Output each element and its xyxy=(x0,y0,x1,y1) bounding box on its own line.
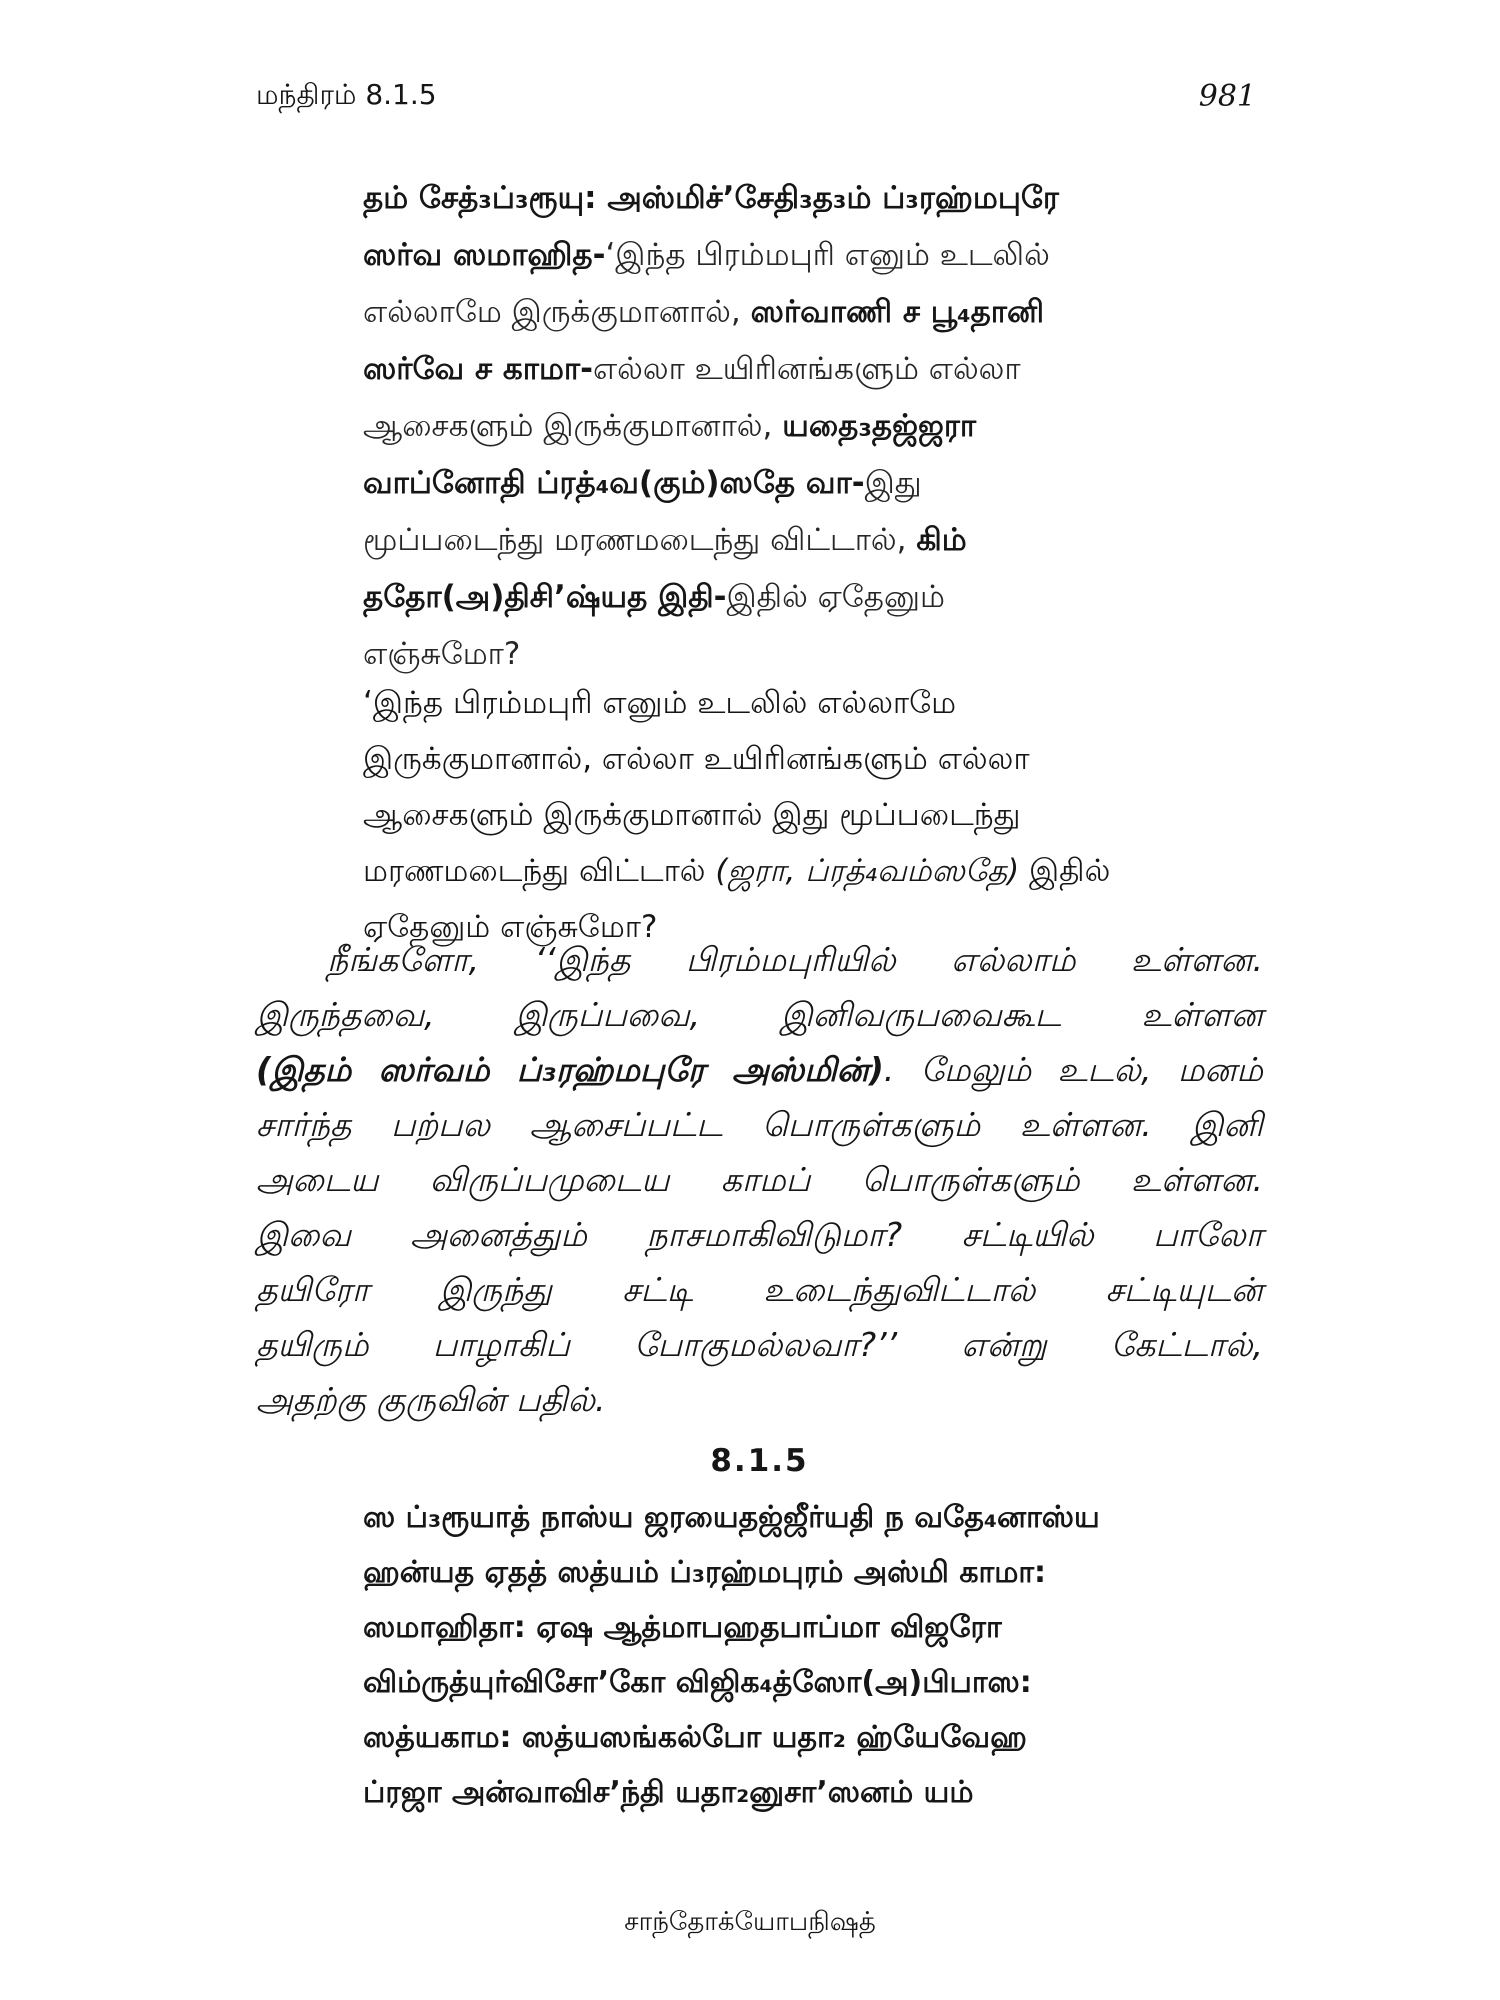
explanation-paragraph xyxy=(363,675,1243,955)
discussion-paragraph xyxy=(256,932,1263,1427)
paragraph-line xyxy=(256,1152,1263,1207)
mantra-line: ஸ ப்₃ரூயாத் நாஸ்ய ஜரயைதஜ்ஜீர்யதி ந வதே₄னாஸ்ய xyxy=(363,1500,1100,1535)
text-segment: இருக்குமானால், எல்லா உயிரினங்களும் எல்லா xyxy=(363,741,1030,777)
text-segment: . மேலும் உடல், மனம் xyxy=(883,1050,1263,1089)
text-segment: அடைய விருப்பமுடைய காமப் பொருள்களும் உள்ளன. xyxy=(256,1160,1263,1199)
chapter-reference: மந்திரம் 8.1.5 xyxy=(256,77,437,111)
verse-line xyxy=(363,227,1243,284)
sanskrit-text: ததோ(அ)திசி’ஷ்யத இதி- xyxy=(363,579,727,615)
book-title: சாந்தோக்யோபநிஷத் xyxy=(624,1907,876,1937)
sanskrit-quote: (இதம் ஸர்வம் ப்₃ரஹ்மபுரே அஸ்மின்) xyxy=(256,1050,884,1089)
mantra-verse xyxy=(363,1490,1263,1820)
text-segment: அதற்கு குருவின் பதில். xyxy=(256,1380,606,1419)
paragraph-line xyxy=(256,1097,1263,1152)
text-segment: இருந்தவை, இருப்பவை, இனிவருபவைகூட உள்ளன xyxy=(256,995,1263,1034)
sanskrit-text: தம் சேத்₃ப்₃ரூயு: அஸ்மிச்’சேதி₃த₃ம் ப்₃ரஹ்மபுரே xyxy=(363,180,1059,216)
sanskrit-text: வாப்னோதி ப்ரத்₄வ(கும்)ஸதே வா- xyxy=(363,465,865,501)
sanskrit-text: யதை₃தஜ்ஜரா xyxy=(782,408,977,444)
verse-commentary xyxy=(363,170,1243,683)
mantra-line: ஹன்யத ஏதத் ஸத்யம் ப்₃ரஹ்மபுரம் அஸ்மி காமா: xyxy=(363,1555,1047,1590)
paragraph-line xyxy=(256,1317,1263,1372)
paragraph-line xyxy=(363,843,1243,899)
text-segment: தயிரும் பாழாகிப் போகுமல்லவா?’’ என்று கேட்டால், xyxy=(256,1325,1263,1364)
paragraph-line xyxy=(363,731,1243,787)
verse-line xyxy=(363,398,1243,455)
text-segment: மரணமடைந்து விட்டால் xyxy=(363,853,716,889)
text-segment: ‘இந்த பிரம்மபுரி எனும் உடலில் எல்லாமே xyxy=(363,685,957,721)
sanskrit-text: ஸர்வாணி ச பூ₄தானி xyxy=(750,294,1045,330)
tamil-meaning: எல்லா உயிரினங்களும் எல்லா xyxy=(592,351,1021,387)
paragraph-line xyxy=(256,1372,1263,1427)
page-number: 981 xyxy=(1198,78,1256,114)
text-segment: இவை அனைத்தும் நாசமாகிவிடுமா? சட்டியில் பாலோ xyxy=(256,1215,1263,1254)
verse-line xyxy=(363,512,1243,569)
paragraph-line xyxy=(256,932,1263,987)
paragraph-line xyxy=(256,1042,1263,1097)
page-footer xyxy=(0,1902,1500,1942)
verse-line xyxy=(363,341,1243,398)
text-segment: நீங்களோ, ‘‘இந்த பிரம்மபுரியில் எல்லாம் உள்ளன. xyxy=(327,940,1263,979)
tamil-meaning: எல்லாமே இருக்குமானால், xyxy=(363,294,751,330)
verse-line xyxy=(363,170,1243,227)
text-segment: தயிரோ இருந்து சட்டி உடைந்துவிட்டால் சட்டியுடன் xyxy=(256,1270,1263,1309)
paragraph-line xyxy=(256,1207,1263,1262)
tamil-meaning: மூப்படைந்து மரணமடைந்து விட்டால், xyxy=(363,522,917,558)
paragraph-line xyxy=(256,987,1263,1042)
tamil-meaning: எஞ்சுமோ? xyxy=(363,636,521,672)
verse-line xyxy=(363,569,1243,626)
text-segment: சார்ந்த பற்பல ஆசைப்பட்ட பொருள்களும் உள்ளன. இனி xyxy=(256,1105,1263,1144)
tamil-meaning: ‘இந்த பிரம்மபுரி எனும் உடலில் xyxy=(605,237,1050,273)
page-header xyxy=(256,74,1256,118)
mantra-line: ப்ரஜா அன்வாவிச’ந்தி யதா₂னுசா’ஸனம் யம் xyxy=(363,1775,974,1810)
tamil-meaning: ஆசைகளும் இருக்குமானால், xyxy=(363,408,783,444)
tamil-meaning: இதில் ஏதேனும் xyxy=(726,579,945,615)
tamil-meaning: இது xyxy=(864,465,922,501)
sanskrit-text: கிம் xyxy=(916,522,967,558)
section-heading: 8.1.5 xyxy=(710,1443,809,1479)
text-segment: ஏதேனும் எஞ்சுமோ? xyxy=(363,909,658,945)
mantra-line: விம்ருத்யுர்விசோ’கோ விஜிக₄த்ஸோ(அ)பிபாஸ: xyxy=(363,1665,1032,1700)
text-segment: ஆசைகளும் இருக்குமானால் இது மூப்படைந்து xyxy=(363,797,1021,833)
verse-line xyxy=(363,284,1243,341)
paragraph-line xyxy=(363,675,1243,731)
paragraph-line xyxy=(256,1262,1263,1317)
mantra-line: ஸமாஹிதா: ஏஷ ஆத்மாபஹதபாப்மா விஜரோ xyxy=(363,1610,1002,1645)
sanskrit-gloss: (ஜரா, ப்ரத்₄வம்ஸதே) xyxy=(715,853,1020,889)
verse-line xyxy=(363,455,1243,512)
sanskrit-text: ஸர்வே ச காமா- xyxy=(363,351,593,387)
paragraph-line xyxy=(363,787,1243,843)
text-segment: இதில் xyxy=(1019,853,1111,889)
mantra-line: ஸத்யகாம: ஸத்யஸங்கல்போ யதா₂ ஹ்யேவேஹ xyxy=(363,1720,1027,1755)
sanskrit-text: ஸர்வ ஸமாஹித- xyxy=(363,237,606,273)
